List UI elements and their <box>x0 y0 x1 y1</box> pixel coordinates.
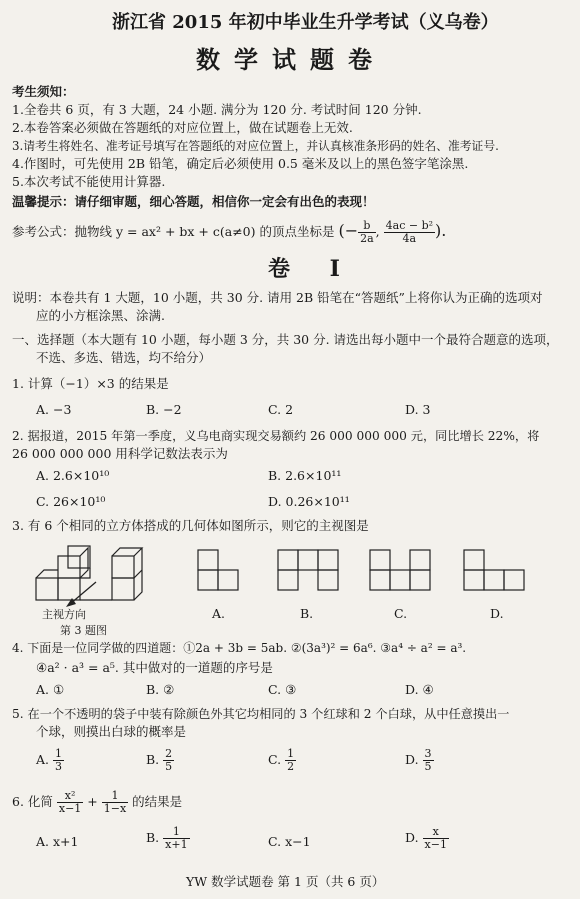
q5-option-d: D. $\frac{3}{5}$ <box>405 747 432 773</box>
section-desc: 说明：本卷共有 1 大题，10 小题，共 30 分. 请用 2B 铅笔在“答题纸”上将你认为正确的选项对 <box>12 290 543 305</box>
q2-option-a: A. 2.6×10¹⁰ <box>36 468 110 483</box>
q6-fraction-2: $\frac{1}{1-x}$ <box>103 789 127 815</box>
q4-stem: ④a² · a³ = a⁵. 其中做对的一道题的序号是 <box>36 660 273 675</box>
q3-option-a-figure <box>196 548 256 594</box>
q5-option-a-fraction: $\frac{1}{3}$ <box>55 747 62 773</box>
formula-x-fraction: $\frac{b}{2a}$ <box>360 219 374 245</box>
q3-option-d-figure <box>462 548 532 598</box>
q6-option-d: D. $\frac{x}{x-1}$ <box>405 825 447 851</box>
q5-option-b: B. $\frac{2}{5}$ <box>146 747 173 773</box>
notice-item: 5.本次考试不能使用计算器. <box>12 174 166 189</box>
q5-option-c: C. $\frac{1}{2}$ <box>268 747 295 773</box>
q6-fraction-1: $\frac{\text{x²}}{x-1}$ <box>58 789 82 815</box>
q6-option-a: A. x+1 <box>36 834 79 849</box>
q1-option-d: D. 3 <box>405 402 431 417</box>
q6-option-b-fraction: $\frac{1}{x+1}$ <box>165 825 188 851</box>
q6-stem: 6. 化简 $\frac{\text{x²}}{x-1}$ + $\frac{1}{1-x}$ 的结果是 <box>12 789 183 815</box>
q4-option-b: B. ② <box>146 682 175 697</box>
notice-item: 4.作图时，可先使用 2B 铅笔，确定后必须使用 0.5 毫米及以上的黑色签字笔涂黑. <box>12 156 469 171</box>
notice-item: 2.本卷答案必须做在答题纸的对应位置上，做在试题卷上无效. <box>12 120 353 135</box>
q1-option-c: C. 2 <box>268 402 294 417</box>
q5-option-a: A. $\frac{1}{3}$ <box>36 747 62 773</box>
q2-option-b: B. 2.6×10¹¹ <box>268 468 342 483</box>
notice-item: 3.请考生将姓名、准考证号填写在答题纸的对应位置上，并认真核准条形码的姓名、准考证号. <box>12 139 499 153</box>
q3-stem: 3. 有 6 个相同的立方体搭成的几何体如图所示，则它的主视图是 <box>12 518 369 533</box>
exam-title: 浙江省 2015 年初中毕业生升学考试（义乌卷） <box>112 12 499 33</box>
page-footer: YW 数学试题卷 第 1 页（共 6 页） <box>186 874 385 889</box>
q3-figure-label: 第 3 题图 <box>60 624 107 637</box>
formula-y-fraction: $\frac{\text{4ac − b²}}{4a}$ <box>385 219 434 245</box>
q6-option-b: B. $\frac{1}{x+1}$ <box>146 825 188 851</box>
q3-option-b: B. <box>300 606 314 621</box>
q3-option-b-figure <box>276 548 346 598</box>
q3-option-c: C. <box>394 606 408 621</box>
q4-option-c: C. ③ <box>268 682 297 697</box>
section-title: 卷 Ⅰ <box>268 256 356 282</box>
q2-option-d: D. 0.26×10¹¹ <box>268 494 350 509</box>
q5-option-c-fraction: $\frac{1}{2}$ <box>287 747 295 773</box>
q3-option-a: A. <box>212 606 226 621</box>
exam-subtitle: 数学试题卷 <box>196 45 386 74</box>
q1-option-b: B. −2 <box>146 402 182 417</box>
formula-line: 参考公式：抛物线 y = ax² + bx + c(a≠0) 的顶点坐标是 (− $\frac{b}{2a}$ , $\frac{\text{4ac − b²}}{4a}$ ). <box>12 219 447 245</box>
q6-option-d-fraction: $\frac{x}{x-1}$ <box>424 825 447 851</box>
q3-option-c-figure <box>368 548 438 598</box>
q2-stem: 2. 据报道，2015 年第一季度，义乌电商实现交易额约 26 000 000 000 元，同比增长 22%，将 <box>12 429 540 443</box>
q3-view-label: 主视方向 <box>42 608 86 621</box>
formula-prefix: 参考公式：抛物线 y = ax² + bx + c(a≠0) 的顶点坐标是 <box>12 224 335 239</box>
part-heading: 不选、多选、错选，均不给分） <box>36 350 212 365</box>
section-desc: 应的小方框涂黑、涂满. <box>36 308 165 323</box>
q5-stem: 个球，则摸出白球的概率是 <box>36 724 187 739</box>
q2-option-c: C. 26×10¹⁰ <box>36 494 106 509</box>
q4-stem: 4. 下面是一位同学做的四道题：①2a + 3b = 5ab. ②(3a³)² = 6a⁶. ③a⁴ ÷ a² = a³. <box>12 641 467 655</box>
notice-tip: 温馨提示：请仔细审题，细心答题，相信你一定会有出色的表现！ <box>12 194 375 209</box>
notice-item: 1.全卷共 6 页，有 3 大题，24 小题. 满分为 120 分. 考试时间 120 分钟. <box>12 102 422 117</box>
q4-option-a: A. ① <box>36 682 65 697</box>
notice-heading: 考生须知： <box>12 84 75 99</box>
q5-option-b-fraction: $\frac{2}{5}$ <box>165 747 173 773</box>
q5-option-d-fraction: $\frac{3}{5}$ <box>424 747 432 773</box>
q1-option-a: A. −3 <box>36 402 72 417</box>
q5-stem: 5. 在一个不透明的袋子中装有除颜色外其它均相同的 3 个红球和 2 个白球，从中任意摸出一 <box>12 707 510 721</box>
q4-option-d: D. ④ <box>405 682 434 697</box>
q3-option-d: D. <box>490 606 504 621</box>
part-heading: 一、选择题（本大题有 10 小题，每小题 3 分，共 30 分. 请选出每小题中一个最符合题意的选项， <box>12 332 559 347</box>
q6-option-c: C. x−1 <box>268 834 311 849</box>
q1-stem: 1. 计算（−1）×3 的结果是 <box>12 376 169 391</box>
q2-stem: 26 000 000 000 用科学记数法表示为 <box>12 446 228 461</box>
